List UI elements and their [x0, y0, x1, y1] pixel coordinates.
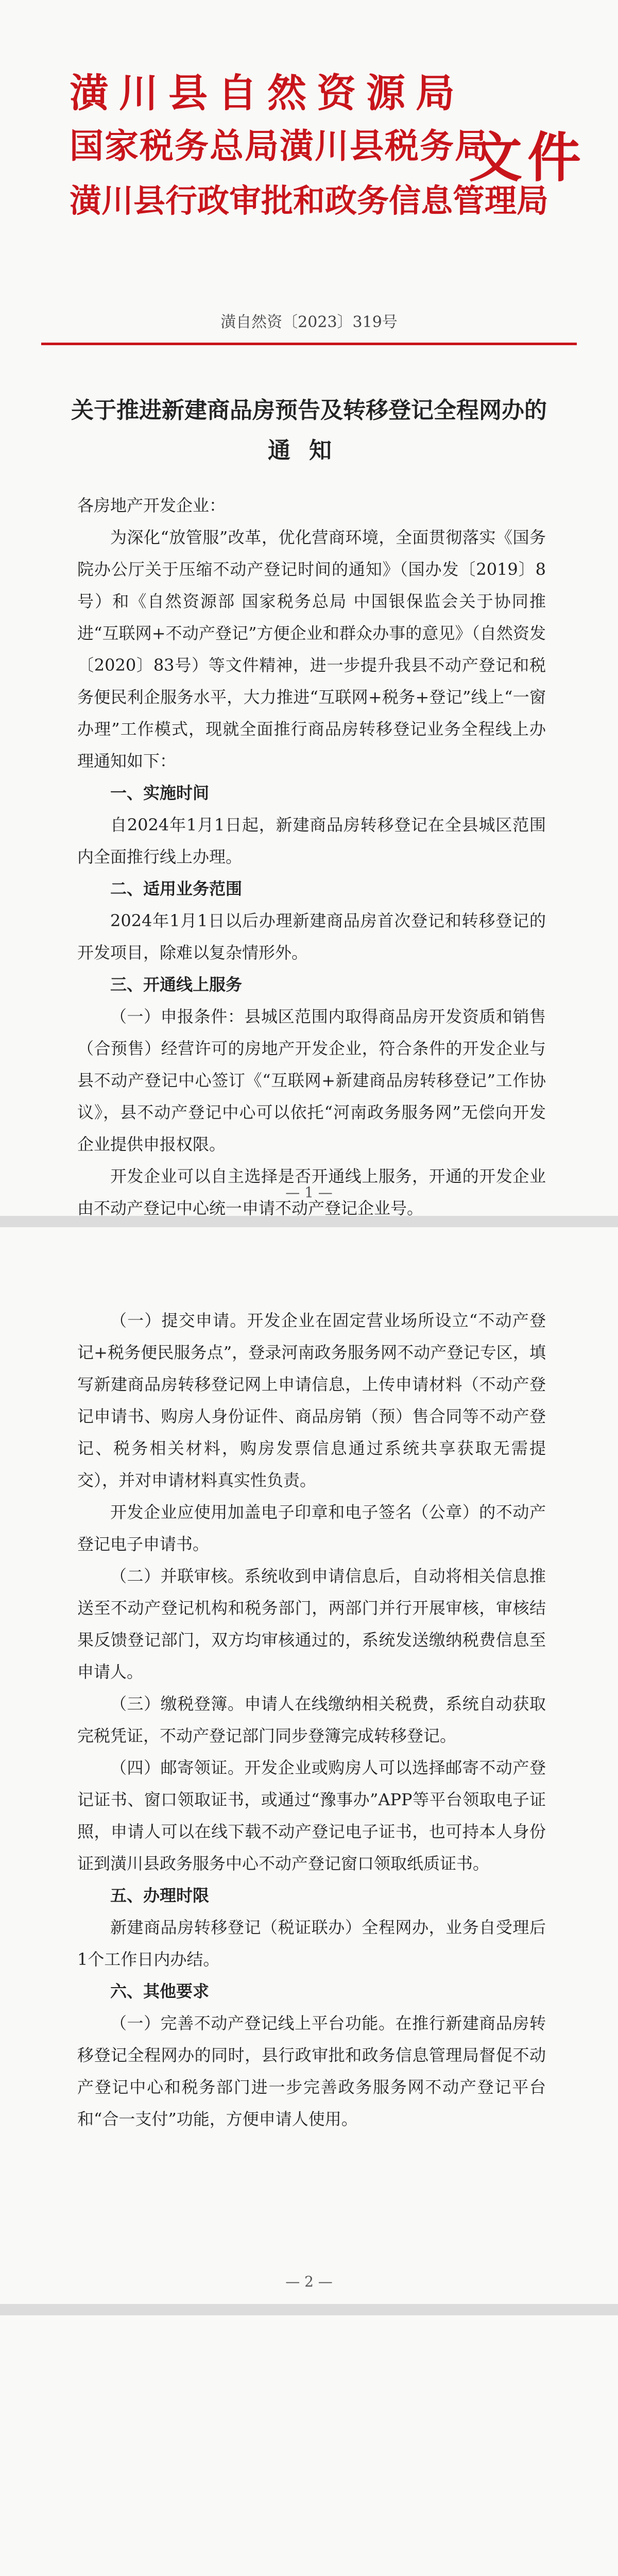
- page-2: [0, 1227, 618, 2304]
- issuer-line-3: 潢川县行政审批和政务信息管理局: [70, 182, 549, 219]
- page-1: [0, 0, 618, 1216]
- paragraph: （一）申报条件：县城区范围内取得商品房开发资质和销售（合预售）经营许可的房地产开发企业，符合条件的开发企业与县不动产登记中心签订《“互联网+新建商品房转移登记”工作协议》，县不动产登记中心可以依托“河南政务服务网”无偿向开发企业提供申报权限。: [77, 1007, 546, 1154]
- paragraph: 开发企业应使用加盖电子印章和电子签名（公章）的不动产登记电子申请书。: [77, 1502, 546, 1554]
- paragraph: 为深化“放管服”改革，优化营商环境，全面贯彻落实《国务院办公厅关于压缩不动产登记时间的通知》（国办发〔2019〕8号）和《自然资源部 国家税务总局 中国银保监会关于协同推进“互联网+不动产登记”方便企业和群众办事的意见》（自然资发〔2020〕83号）等文件精神，进一步提升我县不动产登记和税务便民利企服务水平，大力推进“互联网+税务+登记”线上“一窗办理”工作模式，现就全面推行商品房转移登记业务全程线上办理通知如下：: [77, 528, 546, 771]
- paragraph: （四）邮寄领证。开发企业或购房人可以选择邮寄不动产登记证书、窗口领取证书，或通过“豫事办”APP等平台领取电子证照，申请人可以在线下载不动产登记电子证书，也可持本人身份证到潢川县政务服务中心不动产登记窗口领取纸质证书。: [77, 1758, 546, 1873]
- page-3: [0, 2315, 618, 2576]
- paragraph: （二）并联审核。系统收到申请信息后，自动将相关信息推送至不动产登记机构和税务部门，两部门并行开展审核，审核结果反馈登记部门，双方均审核通过的，系统发送缴纳税费信息至申请人。: [77, 1566, 546, 1682]
- section-heading: 六、其他要求: [110, 1981, 210, 2001]
- section-heading: 二、适用业务范围: [110, 879, 243, 899]
- document-label: 文件: [469, 126, 587, 189]
- section-heading: 一、实施时间: [110, 783, 210, 803]
- section-heading: 三、开通线上服务: [110, 975, 243, 994]
- red-divider-line: [41, 343, 577, 345]
- page-number: — 1 —: [285, 1184, 333, 1201]
- paragraph: 2024年1月1日以后办理新建商品房首次登记和转移登记的开发项目，除难以复杂情形外。: [77, 911, 546, 962]
- section-heading: 五、办理时限: [110, 1886, 210, 1905]
- paragraph: （一）完善不动产登记线上平台功能。在推行新建商品房转移登记全程网办的同时，县行政审批和政务信息管理局督促不动产登记中心和税务部门进一步完善政务服务网不动产登记平台和“合一支付”功能，方便申请人使用。: [77, 2013, 546, 2129]
- paragraph: （三）缴税登簿。申请人在线缴纳相关税费，系统自动获取完税凭证，不动产登记部门同步登簿完成转移登记。: [77, 1694, 546, 1745]
- document-number: 潢自然资〔2023〕319号: [220, 313, 398, 331]
- paragraph: 开发企业可以自主选择是否开通线上服务，开通的开发企业由不动产登记中心统一申请不动产登记企业号。: [77, 1166, 546, 1218]
- issuer-line-2: 国家税务总局潢川县税务局: [70, 126, 490, 166]
- paragraph: 各房地产开发企业：: [77, 496, 226, 515]
- paragraph: 新建商品房转移登记（税证联办）全程网办，业务自受理后1个工作日内办结。: [77, 1918, 546, 1969]
- document-title: 关于推进新建商品房预告及转移登记全程网办的: [71, 397, 547, 423]
- paragraph: 自2024年1月1日起，新建商品房转移登记在全县城区范围内全面推行线上办理。: [77, 815, 546, 867]
- paragraph: （一）提交申请。开发企业在固定营业场所设立“不动产登记+税务便民服务点”，登录河南政务服务网不动产登记专区，填写新建商品房转移登记网上申请信息，上传申请材料（不动产登记申请书、购房人身份证件、商品房销（预）售合同等不动产登记、税务相关材料，购房发票信息通过系统共享获取无需提交），并对申请材料真实性负责。: [77, 1311, 546, 1490]
- page-number: — 2 —: [285, 2273, 333, 2290]
- page-2-body: [77, 1304, 546, 2135]
- issuer-line-1: 潢川县自然资源局: [70, 70, 465, 116]
- document-subtitle: 通知: [268, 437, 350, 464]
